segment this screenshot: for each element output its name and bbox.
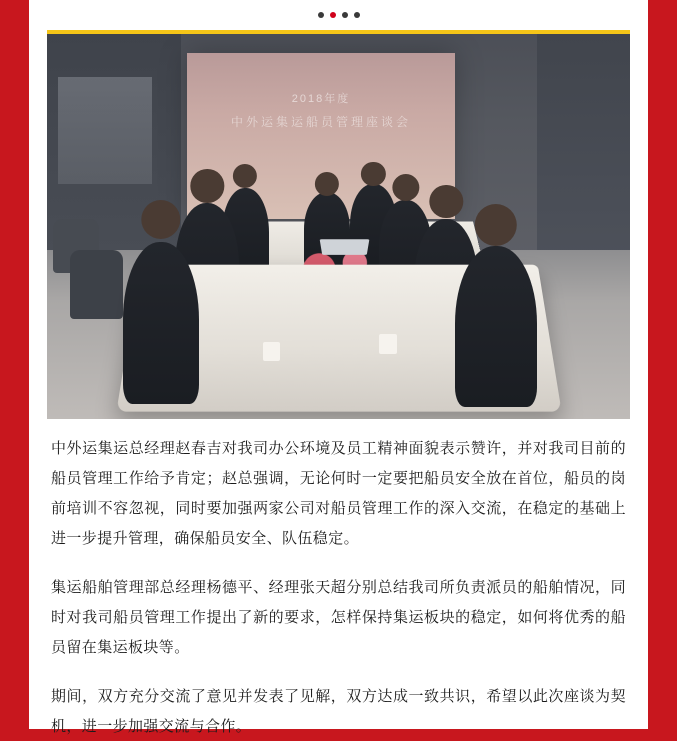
- carousel-indicator[interactable]: [29, 0, 648, 22]
- article-sheet: [29, 0, 648, 735]
- article-paragraph-3: 期间，双方充分交流了意见并发表了见解，双方达成一致共识，希望以此次座谈为契机，进一步加强交流与合作。: [51, 687, 626, 735]
- photo-right-wall: [537, 34, 630, 257]
- photo-screen-title-line2: 中外运集运船员管理座谈会: [230, 114, 411, 129]
- photo-screen-title-line1: 2018年度: [291, 92, 351, 105]
- photo-laptop: [320, 239, 369, 254]
- photo-person-right-1: [455, 246, 537, 408]
- photo-cup: [379, 334, 396, 353]
- photo-frame: [47, 30, 630, 419]
- carousel-dot-3[interactable]: [342, 12, 348, 18]
- photo-person-left-1: [123, 242, 199, 404]
- article-paragraph-2: 集运船舶管理部总经理杨德平、经理张天超分别总结我司所负责派员的船舶情况，同时对我司船员管理工作提出了新的要求，怎样保持集运板块的稳定，如何将优秀的船员留在集运板块等。: [51, 578, 626, 656]
- article-body: [29, 419, 648, 741]
- photo-cup: [263, 342, 280, 361]
- carousel-dot-2[interactable]: [330, 12, 336, 18]
- article-paragraph-1: 中外运集运总经理赵春吉对我司办公环境及员工精神面貌表示赞许，并对我司目前的船员管理工作给予肯定；赵总强调，无论何时一定要把船员安全放在首位，船员的岗前培训不容忽视，同时要加强两家公司对船员管理工作的深入交流，在稳定的基础上进一步提升管理，确保船员安全、队伍稳定。: [51, 439, 626, 547]
- carousel-dot-1[interactable]: [318, 12, 324, 18]
- meeting-photo: [47, 34, 630, 419]
- carousel-dot-4[interactable]: [354, 12, 360, 18]
- photo-chair-front: [70, 250, 122, 319]
